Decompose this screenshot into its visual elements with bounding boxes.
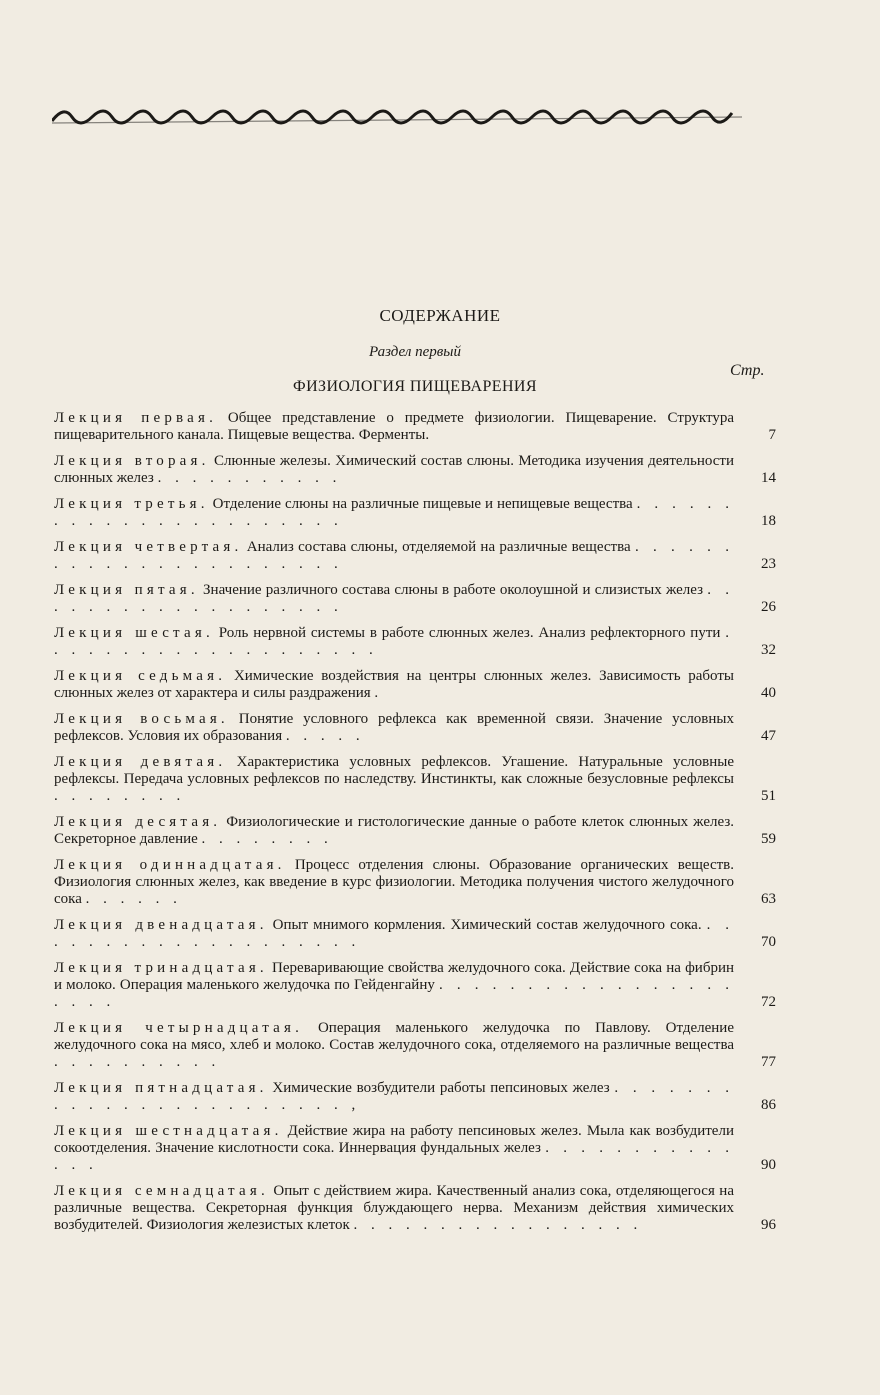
toc-entry [54, 1183, 794, 1234]
toc-entry-title: Отделение слюны на различные пищевые и непищевые вещества [212, 496, 633, 512]
toc-entry-page: 51 [761, 788, 776, 804]
toc-entry-label: Лекция десятая. [54, 814, 222, 830]
toc-entry [54, 410, 794, 444]
toc-entry-page: 26 [761, 599, 776, 615]
wave-ornament [52, 95, 742, 129]
toc-entry [54, 668, 794, 702]
toc-entry-title: Химические возбудители работы пепсиновых желез [272, 1080, 610, 1096]
toc-entry [54, 754, 794, 805]
toc-entry-leader: . . . . . . . . [201, 831, 333, 847]
toc-entry-leader: . . . . . . . . . . . . . . . . . . . . . . . [54, 539, 734, 572]
toc-entry [54, 917, 794, 951]
toc-entry [54, 1020, 794, 1071]
toc-entry [54, 711, 794, 745]
toc-entry-label: Лекция восьмая. [54, 711, 229, 727]
toc-entry-page: 47 [761, 728, 776, 744]
toc-entry-title: Понятие условного рефлекса как временной связи. Значение условных рефлексов. Условия их образования [54, 711, 734, 744]
toc-entry-title: Переваривающие свойства желудочного сока. Действие сока на фибрин и молоко. Операция маленького желудочка по Гейденгайну [54, 960, 735, 993]
toc-entry-label: Лекция двенадцатая. [54, 917, 268, 933]
toc-entry [54, 814, 794, 848]
toc-entry-leader: . . . . . . . . . . . . . . . . . . . . . . . . , [54, 1080, 734, 1113]
toc-entry-label: Лекция четвертая. [54, 539, 243, 555]
toc-entry-leader: . . . . . . . . . . . . . . . . . . . . [54, 625, 735, 658]
toc-entry-title: Химические воздействия на центры слюнных желез. Зависимость работы слюнных желез от характера и силы раздражения [54, 668, 734, 701]
toc-entry-page: 59 [761, 831, 776, 847]
toc-entry-leader: . . . . . . . . . . . . . . . . . . . . . [54, 977, 734, 1010]
toc-entry-label: Лекция тринадцатая. [54, 960, 268, 976]
toc-entry [54, 1080, 794, 1114]
toc-entry-title: Опыт мнимого кормления. Химический состав желудочного сока. [272, 917, 702, 933]
toc-entry-label: Лекция шестая. [54, 625, 214, 641]
toc-entry-leader: . . . . . . . . [54, 788, 186, 804]
toc-entry-label: Лекция вторая. [54, 453, 210, 469]
toc-entry-label: Лекция пятая. [54, 582, 199, 598]
toc-entry-leader: . . . . . . . . . . . . . . . . . . . [54, 582, 735, 615]
toc-entry-leader: . . . . . . . . . . . . . . [54, 1140, 735, 1173]
toc-entry [54, 539, 794, 573]
toc-entry-page: 96 [761, 1217, 776, 1233]
toc-entry-page: 86 [761, 1097, 776, 1113]
page-column-header: Стр. [730, 362, 765, 379]
toc-entry-title: Характеристика условных рефлексов. Угашение. Натуральные условные рефлексы. Передача условных рефлексов по наследству. Инстинкты, как сложные безусловные рефлексы [54, 754, 735, 787]
toc-entry-label: Лекция пятнадцатая. [54, 1080, 268, 1096]
toc-entry-label: Лекция первая. [54, 410, 218, 426]
toc-entry [54, 1123, 794, 1174]
toc-entry [54, 582, 794, 616]
toc-entry-leader: . [374, 685, 384, 701]
toc-entry-page: 77 [761, 1054, 776, 1070]
toc-entry-title: Роль нервной системы в работе слюнных желез. Анализ рефлекторного пути [218, 625, 721, 641]
toc-entry-leader: . . . . . . . . . . . [157, 470, 342, 486]
toc-entry-page: 40 [761, 685, 776, 701]
toc-entry-title: Операция маленького желудочка по Павлову. Отделение желудочного сока на мясо, хлеб и молоко. Состав желудочного сока, отделяемого на различные вещества [54, 1020, 734, 1053]
toc-entry-leader: . . . . . . . . . . . . . . . . . . . . [54, 917, 735, 950]
toc-entry-title: Анализ состава слюны, отделяемой на различные вещества [246, 539, 631, 555]
toc-entry-label: Лекция седьмая. [54, 668, 227, 684]
toc-entry [54, 453, 794, 487]
toc-entry-page: 32 [761, 642, 776, 658]
toc-entry-label: Лекция четырнадцатая. [54, 1020, 304, 1036]
table-of-contents [54, 410, 794, 1243]
toc-entry-leader: . . . . . . . . . . . . . . . . . . . . . . . [54, 496, 734, 529]
toc-entry-page: 7 [768, 427, 776, 443]
toc-entry-title: Процесс отделения слюны. Образование органических веществ. Физиология слюнных желез, как введение в курс физиологии. Методика получения чистого желудочного сока [54, 857, 734, 907]
toc-entry-page: 90 [761, 1157, 776, 1173]
section-heading: Раздел первый [369, 344, 461, 360]
toc-entry-page: 72 [761, 994, 776, 1010]
toc-entry [54, 960, 794, 1011]
toc-entry-title: Значение различного состава слюны в работе околоушной и слизистых желез [203, 582, 704, 598]
toc-entry-page: 63 [761, 891, 776, 907]
toc-entry [54, 496, 794, 530]
toc-entry-page: 23 [761, 556, 776, 572]
toc-entry-page: 14 [761, 470, 776, 486]
toc-entry-leader: . . . . . [285, 728, 365, 744]
toc-entry-label: Лекция третья. [54, 496, 209, 512]
toc-entry-page: 18 [761, 513, 776, 529]
toc-entry-leader: . . . . . . . . . . [54, 1054, 221, 1070]
toc-entry-title: Физиологические и гистологические данные о работе клеток слюнных желез. Секреторное давление [54, 814, 734, 847]
toc-entry-label: Лекция одиннадцатая. [54, 857, 286, 873]
page-title: СОДЕРЖАНИЕ [379, 306, 501, 325]
toc-entry-title: Слюнные железы. Химический состав слюны. Методика изучения деятельности слюнных желез [54, 453, 734, 486]
toc-entry-leader: . . . . . . . . . . . . . . . . . [353, 1217, 643, 1233]
toc-entry-title: Общее представление о предмете физиологии. Пищеварение. Структура пищеварительного канала. Пищевые вещества. Ферменты. [54, 410, 734, 443]
toc-entry-label: Лекция девятая. [54, 754, 227, 770]
toc-entry [54, 625, 794, 659]
toc-entry-leader: . . . . . . [85, 891, 182, 907]
toc-entry-page: 70 [761, 934, 776, 950]
toc-entry-label: Лекция шестнадцатая. [54, 1123, 283, 1139]
toc-entry-label: Лекция семнадцатая. [54, 1183, 269, 1199]
toc-entry [54, 857, 794, 908]
part-title: ФИЗИОЛОГИЯ ПИЩЕВАРЕНИЯ [293, 378, 537, 395]
toc-entry-title: Действие жира на работу пепсиновых желез. Мыла как возбудители сокоотделения. Значение кислотности сока. Иннервация фундальных желез [54, 1123, 734, 1156]
toc-entry-title: Опыт с действием жира. Качественный анализ сока, отделяющегося на различные вещества. Секреторная функция блуждающего нерва. Механизм действия химических возбудителей. Физиология железистых клеток [54, 1183, 734, 1233]
